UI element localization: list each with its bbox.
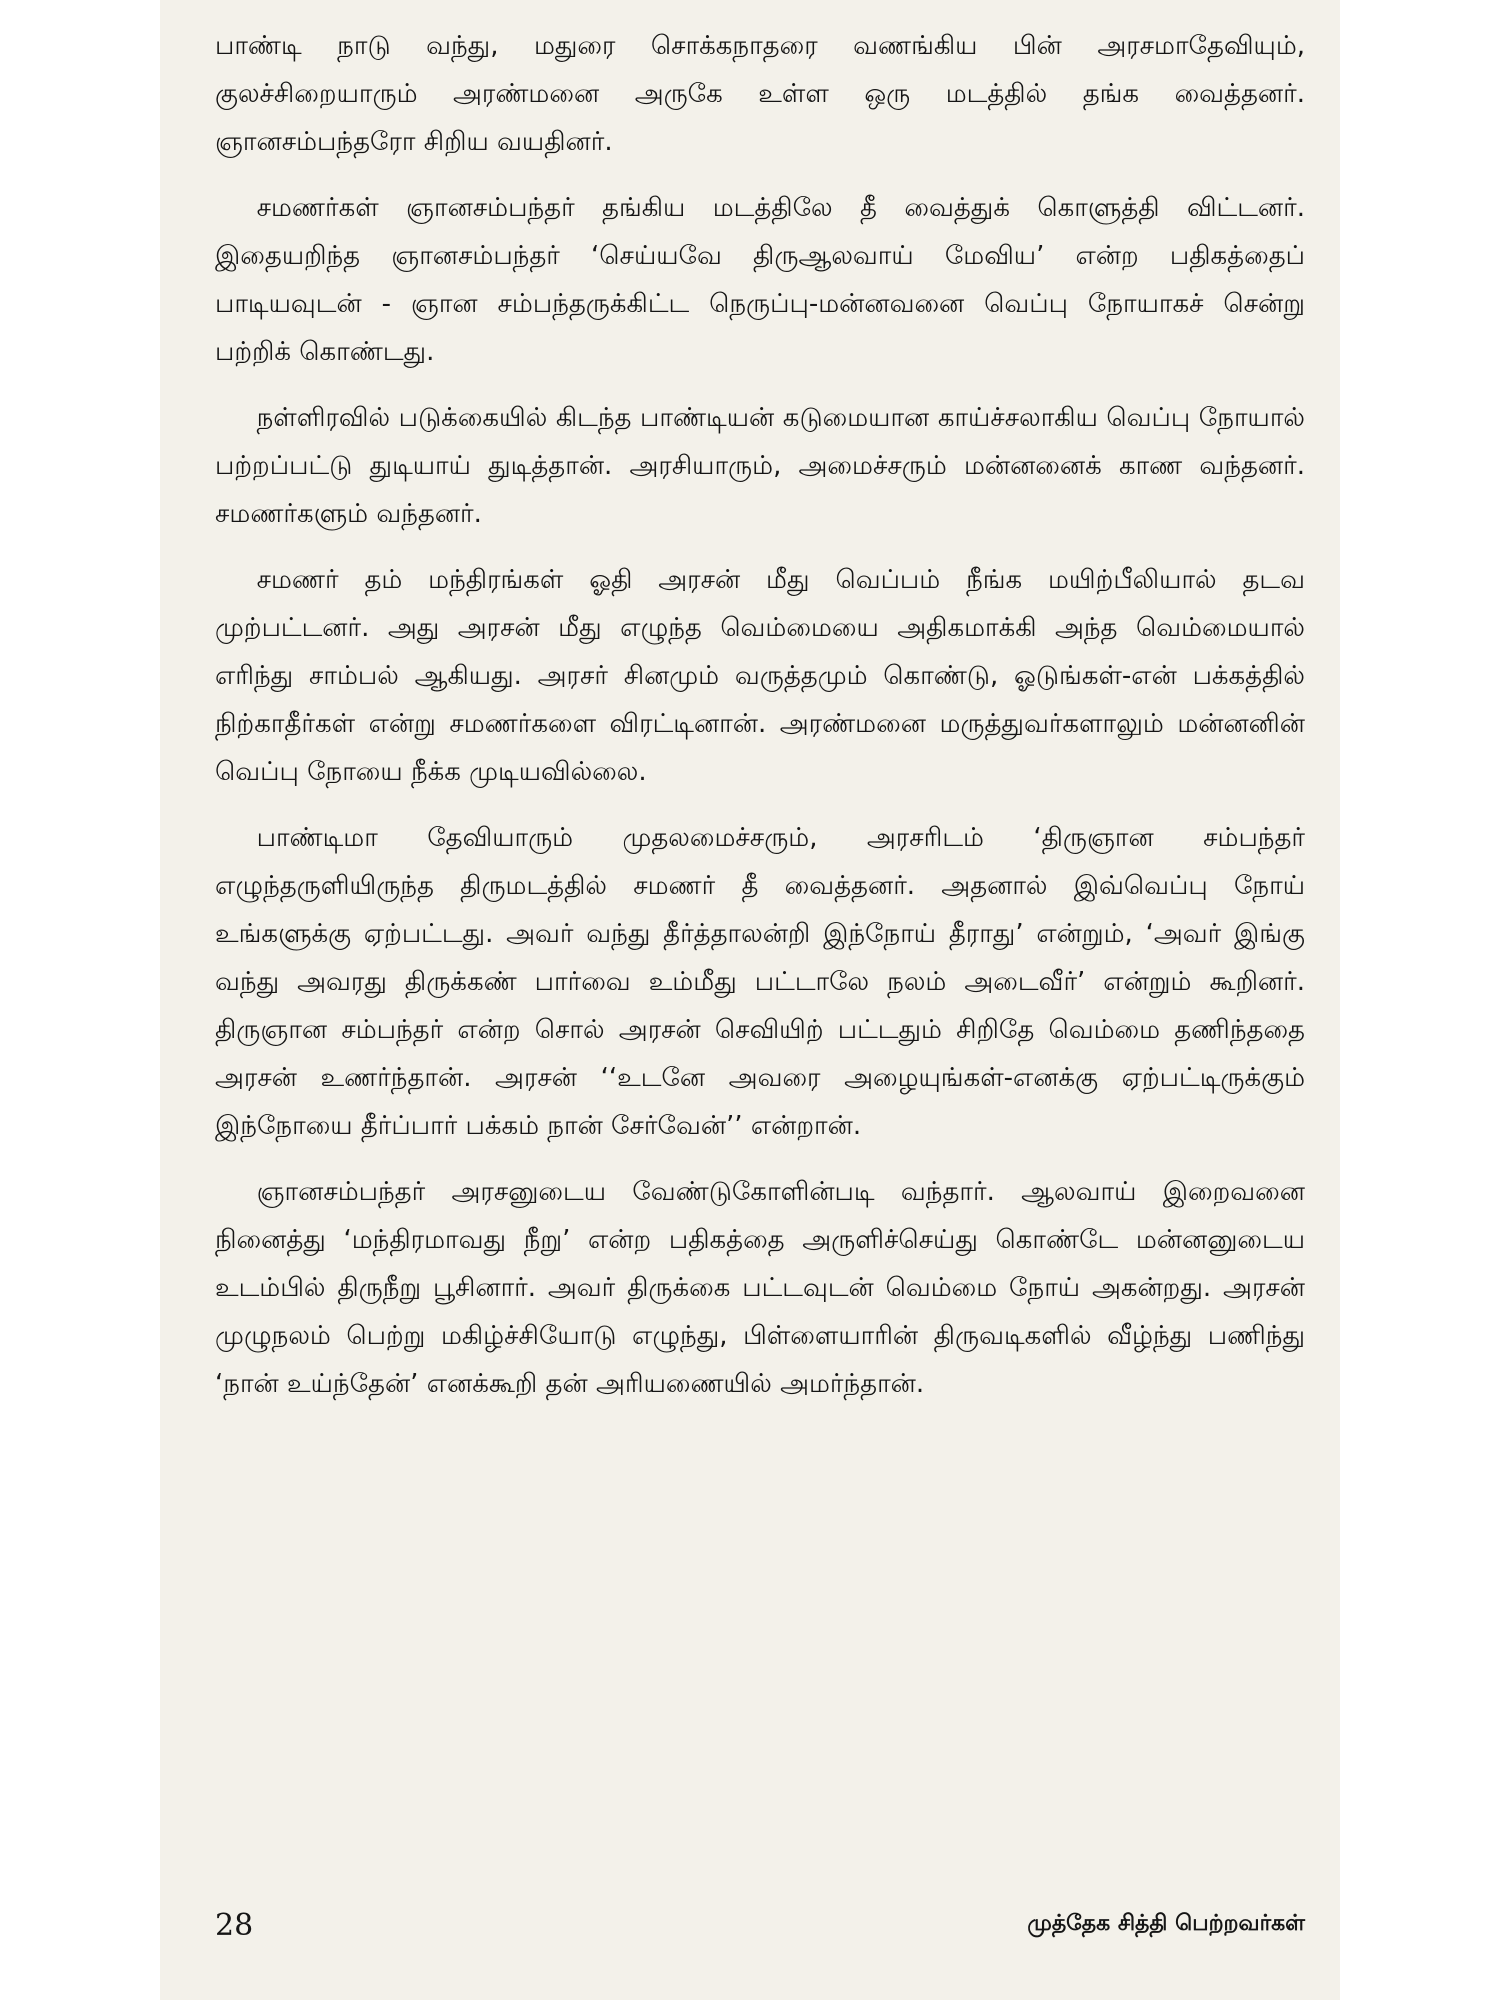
paragraph-2: சமணர்கள் ஞானசம்பந்தர் தங்கிய மடத்திலே தீ வைத்துக் கொளுத்தி விட்டனர். இதையறிந்த ஞானசம்பந்தர் ‘செய்யவே திருஆலவாய் மேவிய’ என்ற பதிகத்தைப் பாடியவுடன் - ஞான சம்பந்தருக்கிட்ட நெருப்பு-மன்னவனை வெப்பு நோயாகச் சென்று பற்றிக் கொண்டது. xyxy=(215,193,1305,367)
book-page xyxy=(160,0,1340,2000)
running-title: முத்தேக சித்தி பெற்றவர்கள் xyxy=(1027,1911,1305,1936)
paragraph-1: பாண்டி நாடு வந்து, மதுரை சொக்கநாதரை வணங்கிய பின் அரசமாதேவியும், குலச்சிறையாரும் அரண்மனை அருகே உள்ள ஒரு மடத்தில் தங்க வைத்தனர். ஞானசம்பந்தரோ சிறிய வயதினர். xyxy=(215,31,1305,157)
page-footer xyxy=(215,1905,1305,1945)
page-body xyxy=(215,22,1305,1902)
paragraph-4: சமணர் தம் மந்திரங்கள் ஓதி அரசன் மீது வெப்பம் நீங்க மயிற்பீலியால் தடவ முற்பட்டனர். அது அரசன் மீது எழுந்த வெம்மையை அதிகமாக்கி அந்த வெம்மையால் எரிந்து சாம்பல் ஆகியது. அரசர் சினமும் வருத்தமும் கொண்டு, ஓடுங்கள்-என் பக்கத்தில் நிற்காதீர்கள் என்று சமணர்களை விரட்டினான். அரண்மனை மருத்துவர்களாலும் மன்னனின் வெப்பு நோயை நீக்க முடியவில்லை. xyxy=(215,565,1305,787)
paragraph-6: ஞானசம்பந்தர் அரசனுடைய வேண்டுகோளின்படி வந்தார். ஆலவாய் இறைவனை நினைத்து ‘மந்திரமாவது நீறு’ என்ற பதிகத்தை அருளிச்செய்து கொண்டே மன்னனுடைய உடம்பில் திருநீறு பூசினார். அவர் திருக்கை பட்டவுடன் வெம்மை நோய் அகன்றது. அரசன் முழுநலம் பெற்று மகிழ்ச்சியோடு எழுந்து, பிள்ளையாரின் திருவடிகளில் வீழ்ந்து பணிந்து ‘நான் உய்ந்தேன்’ எனக்கூறி தன் அரியணையில் அமர்ந்தான். xyxy=(215,1177,1305,1399)
page-number: 28 xyxy=(215,1907,254,1943)
paragraph-3: நள்ளிரவில் படுக்கையில் கிடந்த பாண்டியன் கடுமையான காய்ச்சலாகிய வெப்பு நோயால் பற்றப்பட்டு துடியாய் துடித்தான். அரசியாரும், அமைச்சரும் மன்னனைக் காண வந்தனர். சமணர்களும் வந்தனர். xyxy=(215,403,1305,529)
paragraph-5: பாண்டிமா தேவியாரும் முதலமைச்சரும், அரசரிடம் ‘திருஞான சம்பந்தர் எழுந்தருளியிருந்த திருமடத்தில் சமணர் தீ வைத்தனர். அதனால் இவ்வெப்பு நோய் உங்களுக்கு ஏற்பட்டது. அவர் வந்து தீர்த்தாலன்றி இந்நோய் தீராது’ என்றும், ‘அவர் இங்கு வந்து அவரது திருக்கண் பார்வை உம்மீது பட்டாலே நலம் அடைவீர்’ என்றும் கூறினர். திருஞான சம்பந்தர் என்ற சொல் அரசன் செவியிற் பட்டதும் சிறிதே வெம்மை தணிந்ததை அரசன் உணர்ந்தான். அரசன் ‘‘உடனே அவரை அழையுங்கள்-எனக்கு ஏற்பட்டிருக்கும் இந்நோயை தீர்ப்பார் பக்கம் நான் சேர்வேன்’’ என்றான். xyxy=(215,823,1305,1141)
